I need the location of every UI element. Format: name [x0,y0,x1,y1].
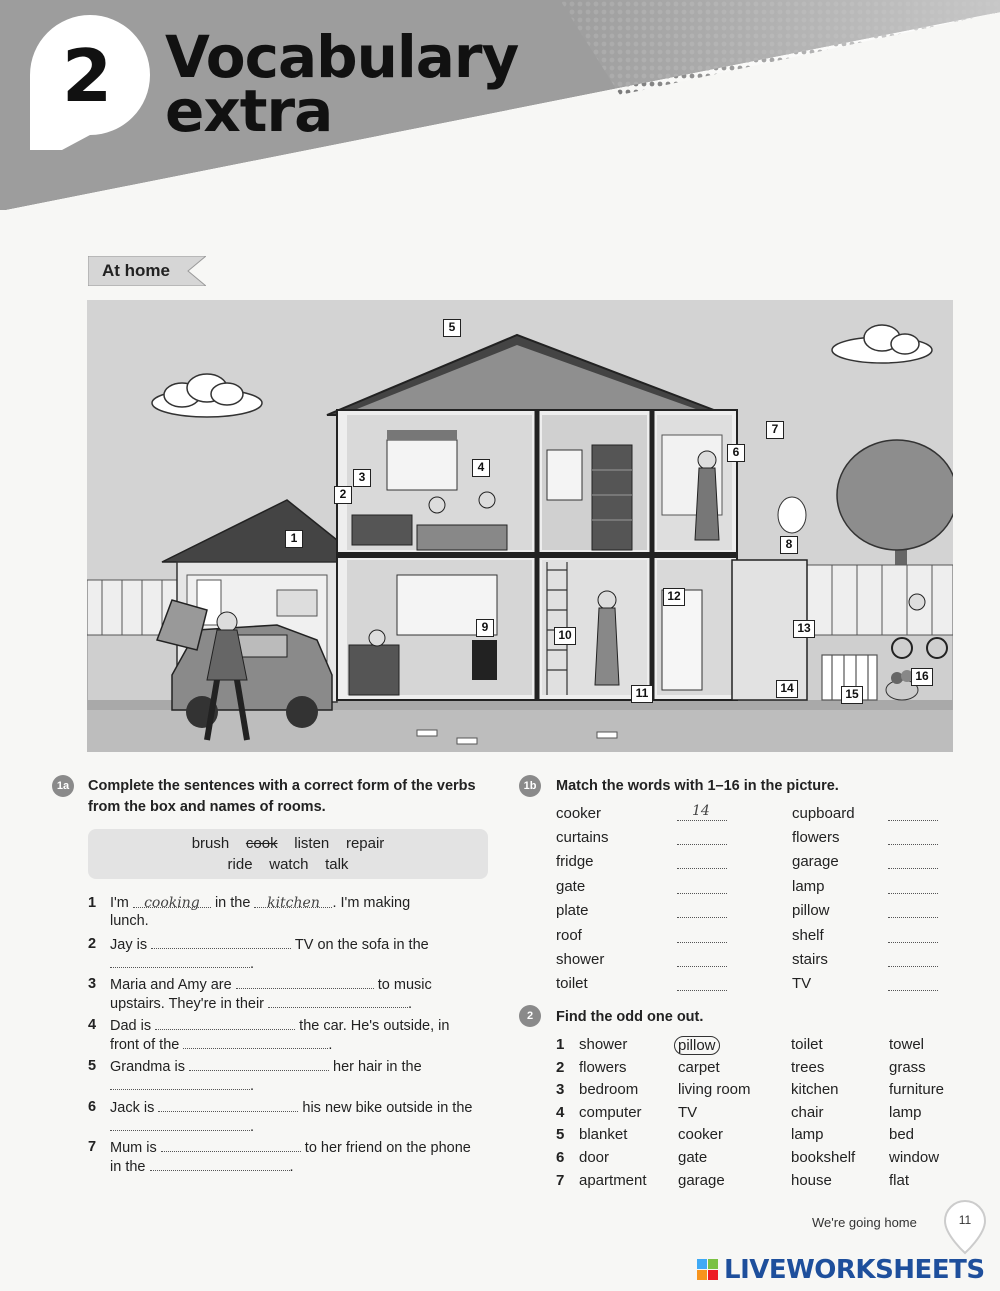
odd-word-option[interactable]: gate [678,1149,708,1166]
exercise-1a-badge: 1a [52,775,74,797]
row-number: 5 [556,1126,565,1144]
odd-one-out-row [556,1126,956,1148]
odd-word-option[interactable]: kitchen [791,1081,839,1099]
sentence-text: Dad is [110,1018,152,1034]
match-word-right: flowers [792,829,840,846]
odd-word-option[interactable]: toilet [791,1036,823,1053]
match-word-right: stairs [792,951,828,968]
sentence-3 [88,975,493,1013]
callout-14: 14 [776,680,798,698]
match-answer-blank[interactable] [888,917,938,918]
sentence-1 [88,894,493,930]
odd-word-option[interactable]: bed [889,1126,915,1144]
match-answer-blank[interactable] [888,942,938,943]
sentence-text: . I'm making [332,895,411,911]
sentence-number: 2 [88,936,97,952]
match-answer-blank[interactable] [677,966,727,967]
odd-word-option[interactable]: apartment [579,1171,647,1189]
odd-word-option[interactable]: lamp [889,1103,922,1121]
sentence-number: 5 [88,1058,97,1074]
answer-blank-1b[interactable]: kitchen [254,894,332,908]
match-answer-blank[interactable] [888,820,938,821]
sentence-number: 1 [88,895,97,911]
sentence-text: Jay is [110,937,148,953]
unit-header [0,0,1000,215]
row-number: 7 [556,1171,565,1189]
row-number: 2 [556,1058,565,1076]
odd-word-option[interactable]: computer [579,1103,642,1121]
odd-word-option[interactable]: trees [791,1058,825,1076]
unit-footer-title: We're going home [812,1215,917,1230]
match-answer-blank[interactable] [888,893,938,894]
sentence-text: Maria and Amy are [110,977,232,993]
match-answer-blank[interactable] [888,990,938,991]
sentence-text: lunch. [110,913,149,929]
sentence-number: 4 [88,1017,97,1033]
sentence-text: Jack is [110,1100,155,1116]
sentence-number: 3 [88,976,97,992]
verb-word: talk [325,856,349,873]
callout-7: 7 [766,421,784,439]
match-answer-blank[interactable] [677,990,727,991]
odd-one-out-row [556,1172,956,1194]
sentence-text: upstairs. They're in their [110,996,265,1012]
odd-word-option[interactable]: flowers [579,1058,627,1076]
callout-3: 3 [353,469,371,487]
answer-blank-3a[interactable] [236,975,374,989]
callout-4: 4 [472,459,490,477]
sentence-text: Grandma is [110,1059,185,1075]
row-number: 4 [556,1103,565,1121]
row-number: 3 [556,1081,565,1099]
match-answer-blank[interactable] [888,844,938,845]
section-tab [88,256,206,286]
page-number: 11 [958,1213,972,1227]
callout-8: 8 [780,536,798,554]
unit-number: 2 [61,34,113,118]
odd-one-out-row [556,1081,956,1103]
answer-blank-5a[interactable] [189,1057,329,1071]
callout-2: 2 [334,486,352,504]
sentence-text: . [289,1159,294,1175]
match-word-left: fridge [556,853,594,870]
odd-word-option[interactable]: carpet [678,1058,720,1076]
sentence-7 [88,1138,493,1176]
verb-word-crossed: cook [245,835,278,852]
sentence-2 [88,935,493,973]
match-answer-blank[interactable] [677,844,727,845]
match-word-right: pillow [792,902,830,919]
match-word-left: roof [556,927,582,944]
odd-word-option[interactable]: TV [678,1103,698,1121]
odd-word-option[interactable]: chair [791,1103,824,1121]
unit-title-line1: Vocabulary [165,23,519,91]
sentence-text: to her friend on the phone [304,1140,471,1156]
answer-blank-6a[interactable] [158,1098,298,1112]
answer-blank-4b[interactable] [183,1035,328,1049]
sentence-text: TV on the sofa in the [294,937,429,953]
callout-9: 9 [476,619,494,637]
odd-word-option[interactable]: lamp [791,1126,824,1144]
house-cutaway-drawing [87,300,953,752]
exercise-2-instruction: Find the odd one out. [556,1009,704,1025]
instruction-line: from the box and names of rooms. [88,799,326,815]
match-answer-blank[interactable] [677,917,727,918]
verb-box [88,829,488,879]
sentence-number: 7 [88,1139,97,1155]
answer-blank-7a[interactable] [161,1138,301,1152]
sentence-text: in the [214,895,251,911]
match-word-right: shelf [792,927,824,944]
odd-word-option[interactable]: shower [579,1036,628,1053]
match-word-left: curtains [556,829,609,846]
match-word-right: TV [792,975,812,992]
odd-word-option[interactable]: door [579,1149,610,1166]
answer-blank-2a[interactable] [151,935,291,949]
verb-box-line1 [88,833,488,854]
odd-one-out-row [556,1036,956,1058]
callout-16: 16 [911,668,933,686]
sentence-text: the car. He's outside, in [299,1018,450,1034]
callout-12: 12 [663,588,685,606]
match-word-right: cupboard [792,805,855,822]
odd-one-out-row [556,1149,956,1171]
sentence-text: . [250,1078,255,1094]
odd-word-option[interactable]: flat [889,1171,910,1189]
answer-blank-4a[interactable] [155,1016,295,1030]
odd-word-option[interactable]: towel [889,1036,925,1053]
answer-blank-6b[interactable] [110,1117,250,1131]
verb-word: brush [191,835,230,852]
match-answer-blank[interactable] [888,966,938,967]
callout-11: 11 [631,685,653,703]
match-word-left: cooker [556,805,602,822]
match-word-right: lamp [792,878,825,895]
sentence-text: . [250,956,255,972]
match-word-right: garage [792,853,839,870]
sentence-text: Mum is [110,1140,157,1156]
match-answer-blank[interactable] [677,868,727,869]
unit-title [165,23,519,145]
answer-blank-7b[interactable] [150,1157,290,1171]
verb-word: ride [227,856,253,873]
sentence-text: . [328,1037,333,1053]
odd-word-option[interactable]: pillow [674,1036,720,1055]
match-word-left: gate [556,878,586,895]
odd-word-option[interactable]: window [889,1149,940,1166]
callout-15: 15 [841,686,863,704]
odd-one-out-row [556,1059,956,1081]
match-example-answer: 14 [692,803,710,819]
exercise-1b-instruction: Match the words with 1–16 in the picture. [556,778,839,794]
sentence-text: . [250,1119,255,1135]
sentence-text: to music [377,977,432,993]
callout-13: 13 [793,620,815,638]
verb-word: repair [345,835,385,852]
match-answer-blank[interactable] [677,820,727,821]
verb-word: watch [269,856,309,873]
sentence-5 [88,1057,493,1095]
odd-word-option[interactable]: bookshelf [791,1149,856,1166]
page-number-pin-icon [943,1199,987,1255]
odd-word-option[interactable]: living room [678,1081,751,1099]
answer-blank-2b[interactable] [110,954,250,968]
exercise-2-badge: 2 [519,1005,541,1027]
answer-blank-3b[interactable] [268,994,408,1008]
sentence-text: in the [110,1159,146,1175]
match-word-left: toilet [556,975,588,992]
exercise-1b-badge: 1b [519,775,541,797]
match-word-left: shower [556,951,605,968]
sentence-number: 6 [88,1099,97,1115]
sentence-text: . [408,996,413,1012]
unit-title-line2: extra [165,77,333,145]
sentence-6 [88,1098,493,1136]
odd-word-option[interactable]: grass [889,1058,926,1076]
answer-blank-1a[interactable]: cooking [133,894,211,908]
section-title: At home [102,261,170,280]
odd-word-option[interactable]: house [791,1171,832,1189]
odd-word-option[interactable]: bedroom [579,1081,639,1099]
sentence-4 [88,1016,493,1054]
row-number: 6 [556,1149,565,1166]
sentence-text: his new bike outside in the [302,1100,473,1116]
callout-6: 6 [727,444,745,462]
odd-word-option[interactable]: cooker [678,1126,724,1144]
sentence-text: front of the [110,1037,180,1053]
match-answer-blank[interactable] [888,868,938,869]
house-illustration [87,300,953,752]
row-number: 1 [556,1036,565,1053]
sentence-text: her hair in the [333,1059,422,1075]
match-answer-blank[interactable] [677,893,727,894]
callout-1: 1 [285,530,303,548]
instruction-line: Complete the sentences with a correct form of the verbs [88,778,476,794]
odd-word-option[interactable]: garage [678,1171,725,1189]
verb-word: listen [294,835,330,852]
sentence-text: I'm [110,895,129,911]
match-word-left: plate [556,902,589,919]
liveworksheets-brand[interactable]: LIVEWORKSHEETS [724,1255,985,1285]
odd-one-out-row [556,1104,956,1126]
answer-blank-5b[interactable] [110,1076,250,1090]
exercise-1a-instruction [88,776,508,818]
callout-10: 10 [554,627,576,645]
verb-box-line2 [88,854,488,875]
odd-word-option[interactable]: blanket [579,1126,628,1144]
match-answer-blank[interactable] [677,942,727,943]
odd-word-option[interactable]: furniture [889,1081,945,1099]
callout-5: 5 [443,319,461,337]
